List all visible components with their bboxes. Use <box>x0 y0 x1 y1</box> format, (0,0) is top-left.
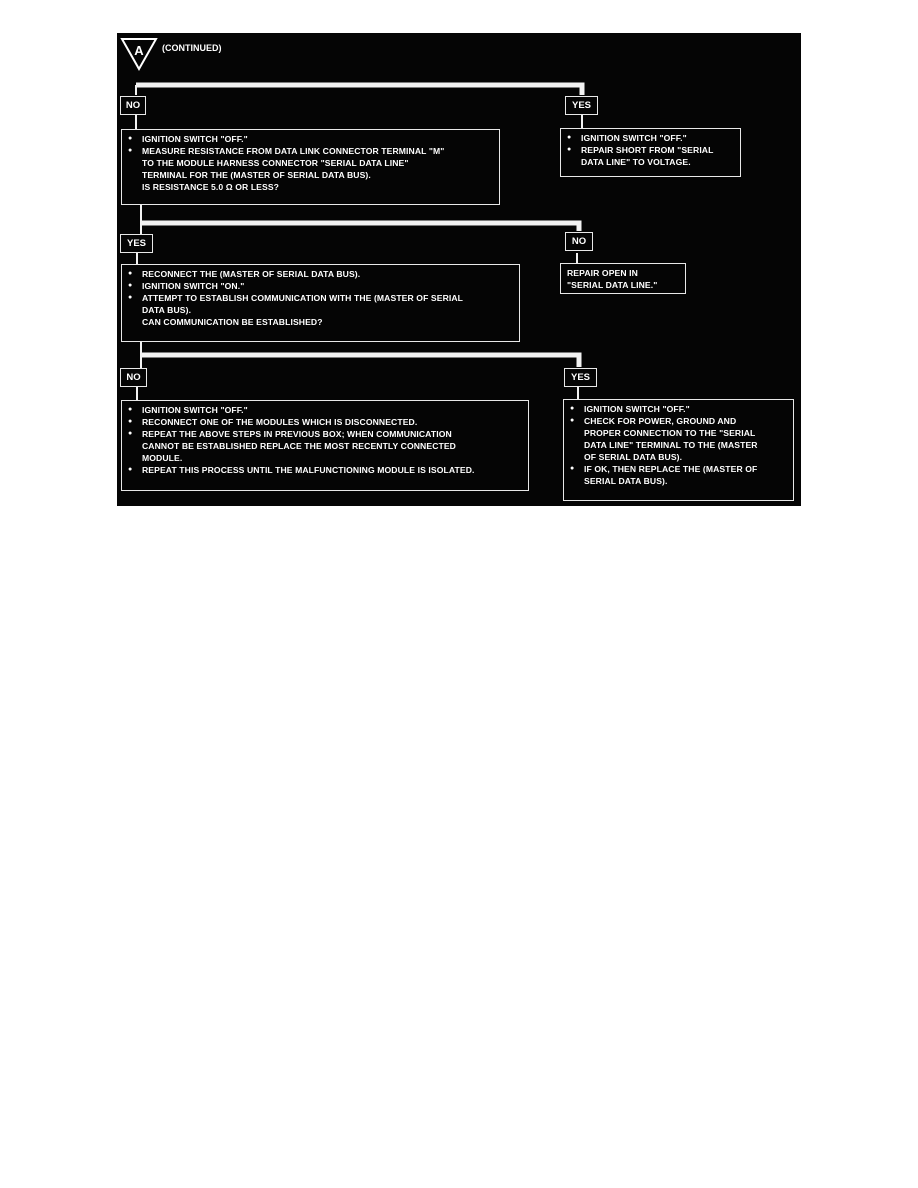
step-bullet <box>128 292 515 316</box>
step-text: IGNITION SWITCH "OFF." <box>142 134 248 144</box>
connector-split-2 <box>141 223 579 231</box>
step-text: REPEAT THE ABOVE STEPS IN PREVIOUS BOX; WHEN COMMUNICATION CANNOT BE ESTABLISHED REPLACE THE MOST RECENTLY CONNECTED MODULE. <box>142 429 456 463</box>
marker-letter: A <box>134 43 144 58</box>
decision-question: IS RESISTANCE 5.0 Ω OR LESS? <box>142 182 280 192</box>
step-text: IGNITION SWITCH "OFF." <box>581 133 687 143</box>
step-text: IF OK, THEN REPLACE THE (MASTER OF SERIAL DATA BUS). <box>584 464 758 486</box>
step-isolate-module <box>121 400 529 491</box>
flowchart <box>117 33 801 506</box>
branch-label-yes: YES <box>564 368 597 387</box>
step-text: RECONNECT ONE OF THE MODULES WHICH IS DISCONNECTED. <box>142 417 418 427</box>
branch-label-yes: YES <box>565 96 598 115</box>
step-text: MEASURE RESISTANCE FROM DATA LINK CONNECTOR TERMINAL "M" TO THE MODULE HARNESS CONNECTOR "SERIAL DATA LINE" TERMINAL FOR THE (MASTER OF SERIAL DATA BUS). <box>142 146 445 180</box>
step-bullet <box>128 268 515 280</box>
decision-question: CAN COMMUNICATION BE ESTABLISHED? <box>142 317 323 327</box>
step-text: CHECK FOR POWER, GROUND AND PROPER CONNECTION TO THE "SERIAL DATA LINE" TERMINAL TO THE (MASTER OF SERIAL DATA BUS). <box>584 416 758 462</box>
step-bullet <box>128 145 495 181</box>
step-bullet <box>570 415 789 463</box>
step-text: RECONNECT THE (MASTER OF SERIAL DATA BUS). <box>142 269 361 279</box>
step-text: REPEAT THIS PROCESS UNTIL THE MALFUNCTIONING MODULE IS ISOLATED. <box>142 465 475 475</box>
continued-label: (CONTINUED) <box>162 43 222 53</box>
connector-split-1 <box>136 85 582 95</box>
step-bullet <box>567 132 736 144</box>
connector-split-3 <box>141 355 579 367</box>
step-text: IGNITION SWITCH "ON." <box>142 281 245 291</box>
step-bullet <box>128 416 524 428</box>
step-text: IGNITION SWITCH "OFF." <box>584 404 690 414</box>
step-reconnect-master <box>121 264 520 342</box>
continued-marker-triangle <box>119 35 159 75</box>
step-bullet <box>128 464 524 476</box>
step-text: REPAIR SHORT FROM "SERIAL DATA LINE" TO VOLTAGE. <box>581 145 714 167</box>
branch-label-yes: YES <box>120 234 153 253</box>
step-repair-open: REPAIR OPEN IN "SERIAL DATA LINE." <box>560 263 686 294</box>
step-text: ATTEMPT TO ESTABLISH COMMUNICATION WITH THE (MASTER OF SERIAL DATA BUS). <box>142 293 464 315</box>
step-bullet <box>128 133 495 145</box>
branch-label-no: NO <box>565 232 593 251</box>
step-bullet <box>128 404 524 416</box>
step-check-power <box>563 399 794 501</box>
step-repair-short <box>560 128 741 177</box>
step-bullet <box>570 403 789 415</box>
step-bullet <box>570 463 789 487</box>
branch-label-no: NO <box>120 96 146 115</box>
branch-label-no: NO <box>120 368 147 387</box>
step-bullet <box>128 428 524 464</box>
step-bullet <box>567 144 736 168</box>
step-text: IGNITION SWITCH "OFF." <box>142 405 248 415</box>
step-bullet <box>128 280 515 292</box>
step-measure-resistance <box>121 129 500 205</box>
